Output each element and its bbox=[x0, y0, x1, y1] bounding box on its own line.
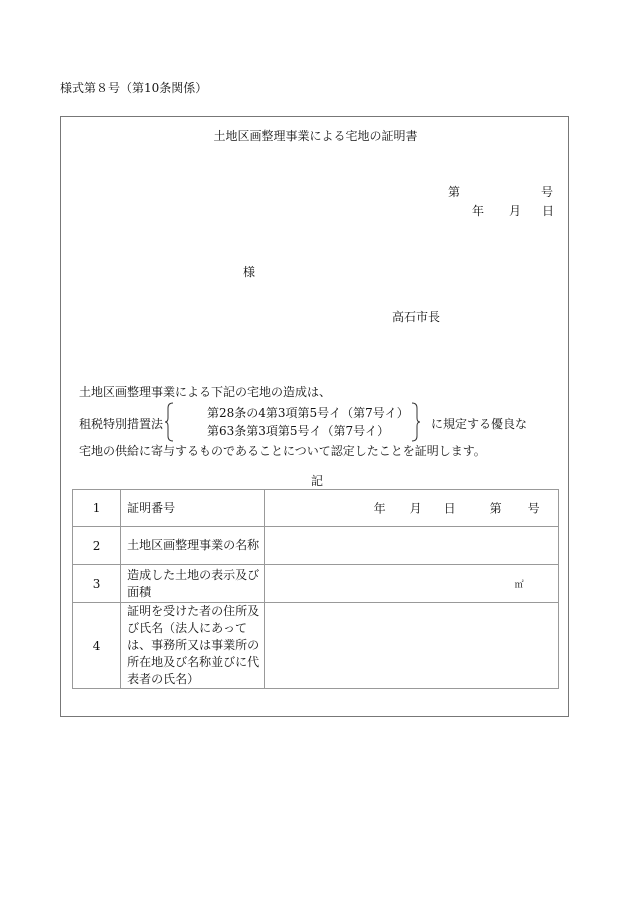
cert-number-prefix: 第 bbox=[489, 501, 502, 516]
row-item-label: 造成した土地の表示及び面積 bbox=[121, 565, 265, 603]
recipient-info-field bbox=[264, 603, 558, 689]
cert-month-label: 月 bbox=[409, 501, 422, 516]
law-clause-2: 第63条第3項第5号イ（第7号イ） bbox=[207, 424, 390, 438]
body-line-3: 宅地の供給に寄与するものであることについて認定したことを証明します。 bbox=[79, 444, 486, 458]
law-clause-1: 第28条の4第3項第5号イ（第7号イ） bbox=[207, 406, 409, 420]
law-name: 租税特別措置法 bbox=[79, 417, 164, 431]
doc-number-suffix: 号 bbox=[541, 185, 554, 199]
date-month-label: 月 bbox=[509, 204, 522, 218]
certificate-details-table bbox=[72, 489, 559, 689]
table-row bbox=[73, 490, 559, 527]
date-year-label: 年 bbox=[472, 204, 485, 218]
right-brace bbox=[411, 402, 421, 442]
land-area-field bbox=[264, 565, 558, 603]
body-line-2-tail: に規定する優良な bbox=[431, 417, 528, 431]
row-item-label: 土地区画整理事業の名称 bbox=[121, 527, 265, 565]
table-row bbox=[73, 603, 559, 689]
row-item-label: 証明を受けた者の住所及び氏名（法人にあっては、事務所又は事業所の所在地及び名称並びに代表者の氏名） bbox=[121, 603, 265, 689]
cert-day-label: 日 bbox=[443, 501, 456, 516]
square-meter-unit: ㎡ bbox=[514, 580, 524, 590]
table-row bbox=[73, 565, 559, 603]
certificate-frame bbox=[60, 116, 569, 717]
project-name-field bbox=[264, 527, 558, 565]
issuer-name: 高石市長 bbox=[392, 310, 441, 324]
row-number: 3 bbox=[73, 565, 121, 603]
row-number: 4 bbox=[73, 603, 121, 689]
document-title: 土地区画整理事業による宅地の証明書 bbox=[213, 129, 418, 143]
body-line-1: 土地区画整理事業による下記の宅地の造成は、 bbox=[79, 385, 332, 399]
row-number: 2 bbox=[73, 527, 121, 565]
notes-heading: 記 bbox=[311, 474, 324, 488]
row-item-label: 証明番号 bbox=[121, 490, 265, 527]
row-number: 1 bbox=[73, 490, 121, 527]
certificate-number-field bbox=[264, 490, 558, 527]
date-day-label: 日 bbox=[542, 204, 555, 218]
cert-number-suffix: 号 bbox=[527, 501, 540, 516]
table-row bbox=[73, 527, 559, 565]
doc-number-prefix: 第 bbox=[448, 185, 461, 199]
left-brace bbox=[164, 402, 174, 442]
addressee-suffix: 様 bbox=[243, 265, 256, 279]
form-number-label: 様式第８号（第10条関係） bbox=[60, 81, 208, 95]
cert-year-label: 年 bbox=[373, 501, 386, 516]
